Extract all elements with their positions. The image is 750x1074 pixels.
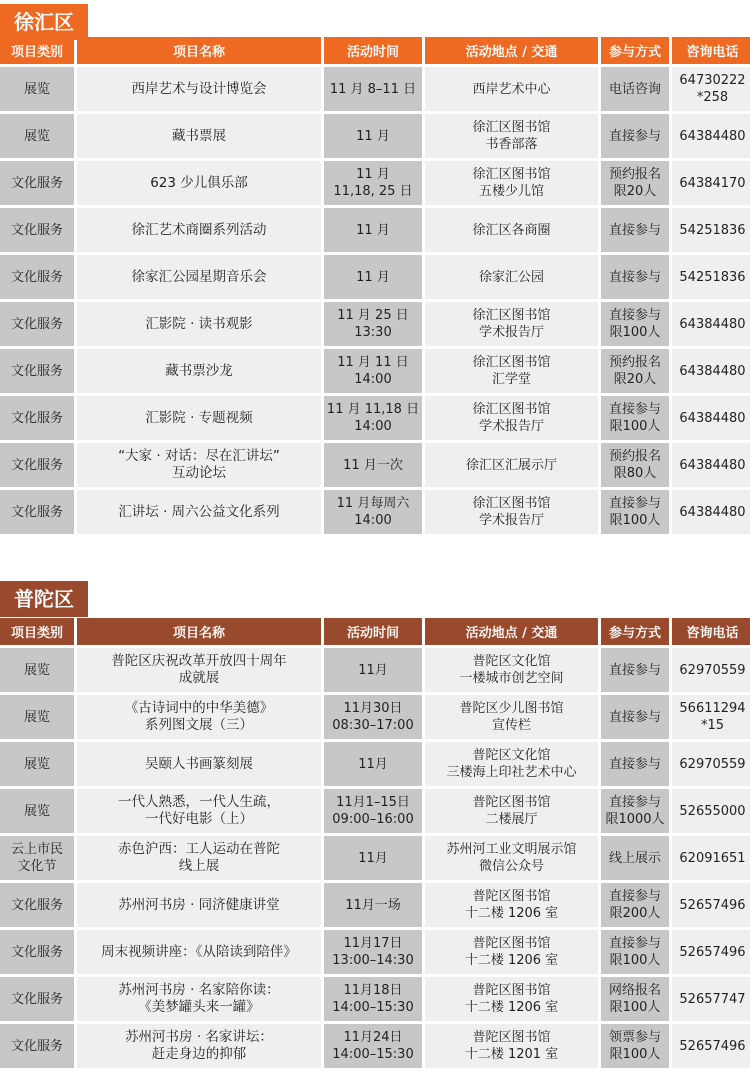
cell-place: 普陀区图书馆 十二楼 1201 室 — [425, 1024, 598, 1068]
cell-name: 普陀区庆祝改革开放四十周年 成就展 — [77, 648, 321, 692]
putuo-schedule-table — [0, 618, 750, 1068]
cell-type: 展览 — [0, 742, 74, 786]
putuo-district-tab: 普陀区 — [0, 581, 88, 617]
cell-name: 苏州河书房 · 名家讲坛： 赶走身边的抑郁 — [77, 1024, 321, 1068]
cell-place: 普陀区图书馆 十二楼 1206 室 — [425, 930, 598, 974]
cell-name: 一代人熟悉，一代人生疏， 一代好电影（上） — [77, 789, 321, 833]
cell-part: 预约报名 限80人 — [601, 443, 669, 487]
cell-type: 文化服务 — [0, 930, 74, 974]
cell-phone: 52657747 — [672, 977, 750, 1021]
cell-phone: 62091651 — [672, 836, 750, 880]
cell-time: 11 月 11 日 14:00 — [324, 349, 422, 393]
cell-part: 直接参与 — [601, 255, 669, 299]
cell-place: 徐汇区图书馆 汇学堂 — [425, 349, 598, 393]
cell-name: 徐汇艺术商圈系列活动 — [77, 208, 321, 252]
cell-phone: 64730222 *258 — [672, 67, 750, 111]
cell-part: 直接参与 限100人 — [601, 396, 669, 440]
cell-time: 11月 — [324, 836, 422, 880]
cell-place: 普陀区图书馆 十二楼 1206 室 — [425, 977, 598, 1021]
cell-part: 直接参与 限1000人 — [601, 789, 669, 833]
cell-place: 徐汇区图书馆 学术报告厅 — [425, 396, 598, 440]
cell-time: 11 月 11,18, 25 日 — [324, 161, 422, 205]
cell-part: 线上展示 — [601, 836, 669, 880]
cell-place: 徐汇区图书馆 学术报告厅 — [425, 302, 598, 346]
cell-time: 11月30日 08:30–17:00 — [324, 695, 422, 739]
cell-place: 徐汇区汇展示厅 — [425, 443, 598, 487]
cell-phone: 64384480 — [672, 349, 750, 393]
cell-phone: 52657496 — [672, 883, 750, 927]
cell-place: 普陀区文化馆 三楼海上印社艺术中心 — [425, 742, 598, 786]
cell-time: 11 月 11,18 日 14:00 — [324, 396, 422, 440]
cell-phone: 64384480 — [672, 443, 750, 487]
cell-name: 周末视频讲座：《从陪读到陪伴》 — [77, 930, 321, 974]
cell-type: 云上市民 文化节 — [0, 836, 74, 880]
cell-name: 汇影院 · 读书观影 — [77, 302, 321, 346]
name-header: 项目名称 — [77, 618, 321, 645]
cell-type: 文化服务 — [0, 255, 74, 299]
cell-time: 11月 — [324, 742, 422, 786]
cell-time: 11月 — [324, 648, 422, 692]
cell-phone: 54251836 — [672, 255, 750, 299]
cell-type: 文化服务 — [0, 443, 74, 487]
cell-type: 文化服务 — [0, 883, 74, 927]
cell-place: 徐汇区图书馆 五楼少儿馆 — [425, 161, 598, 205]
cell-time: 11 月 8–11 日 — [324, 67, 422, 111]
participation-header: 参与方式 — [601, 618, 669, 645]
cell-time: 11月18日 14:00–15:30 — [324, 977, 422, 1021]
cell-phone: 64384480 — [672, 490, 750, 534]
cell-name: 苏州河书房 · 名家陪你读： 《美梦罐头来一罐》 — [77, 977, 321, 1021]
cell-type: 文化服务 — [0, 208, 74, 252]
cell-type: 文化服务 — [0, 396, 74, 440]
location-header: 活动地点 / 交通 — [425, 618, 598, 645]
phone-header: 咨询电话 — [672, 618, 750, 645]
cell-time: 11月一场 — [324, 883, 422, 927]
cell-name: 赤色沪西：工人运动在普陀 线上展 — [77, 836, 321, 880]
cell-part: 直接参与 限100人 — [601, 490, 669, 534]
cell-time: 11 月一次 — [324, 443, 422, 487]
cell-phone: 64384480 — [672, 396, 750, 440]
category-header: 项目类别 — [0, 618, 74, 645]
cell-part: 领票参与 限100人 — [601, 1024, 669, 1068]
cell-time: 11月1–15日 09:00–16:00 — [324, 789, 422, 833]
cell-name: 汇讲坛 · 周六公益文化系列 — [77, 490, 321, 534]
cell-phone: 64384480 — [672, 302, 750, 346]
cell-part: 直接参与 — [601, 114, 669, 158]
cell-type: 文化服务 — [0, 490, 74, 534]
cell-part: 预约报名 限20人 — [601, 349, 669, 393]
cell-type: 文化服务 — [0, 349, 74, 393]
cell-name: 《古诗词中的中华美德》 系列图文展（三） — [77, 695, 321, 739]
cell-name: 藏书票沙龙 — [77, 349, 321, 393]
cell-phone: 52657496 — [672, 1024, 750, 1068]
cell-name: 西岸艺术与设计博览会 — [77, 67, 321, 111]
cell-name: 徐家汇公园星期音乐会 — [77, 255, 321, 299]
cell-type: 展览 — [0, 695, 74, 739]
cell-place: 徐汇区图书馆 书香部落 — [425, 114, 598, 158]
cell-type: 展览 — [0, 67, 74, 111]
cell-phone: 62970559 — [672, 742, 750, 786]
cell-part: 直接参与 限200人 — [601, 883, 669, 927]
cell-type: 展览 — [0, 114, 74, 158]
cell-part: 网络报名 限100人 — [601, 977, 669, 1021]
name-header: 项目名称 — [77, 37, 321, 64]
cell-part: 直接参与 限100人 — [601, 930, 669, 974]
cell-time: 11 月 — [324, 208, 422, 252]
cell-type: 文化服务 — [0, 1024, 74, 1068]
cell-time: 11 月 25 日 13:30 — [324, 302, 422, 346]
cell-part: 直接参与 — [601, 695, 669, 739]
cell-type: 文化服务 — [0, 302, 74, 346]
cell-phone: 62970559 — [672, 648, 750, 692]
xuhui-district-tab: 徐汇区 — [0, 4, 88, 40]
cell-part: 直接参与 限100人 — [601, 302, 669, 346]
time-header: 活动时间 — [324, 37, 422, 64]
cell-time: 11月17日 13:00–14:30 — [324, 930, 422, 974]
cell-name: 汇影院 · 专题视频 — [77, 396, 321, 440]
cell-place: 徐汇区图书馆 学术报告厅 — [425, 490, 598, 534]
cell-part: 直接参与 — [601, 742, 669, 786]
cell-name: 苏州河书房 · 同济健康讲堂 — [77, 883, 321, 927]
cell-phone: 52657496 — [672, 930, 750, 974]
cell-type: 展览 — [0, 648, 74, 692]
cell-name: 吴颐人书画篆刻展 — [77, 742, 321, 786]
cell-place: 普陀区图书馆 十二楼 1206 室 — [425, 883, 598, 927]
cell-type: 文化服务 — [0, 977, 74, 1021]
category-header: 项目类别 — [0, 37, 74, 64]
phone-header: 咨询电话 — [672, 37, 750, 64]
cell-name: 藏书票展 — [77, 114, 321, 158]
cell-part: 预约报名 限20人 — [601, 161, 669, 205]
cell-phone: 56611294 *15 — [672, 695, 750, 739]
cell-type: 文化服务 — [0, 161, 74, 205]
cell-place: 普陀区图书馆 二楼展厅 — [425, 789, 598, 833]
cell-time: 11 月 — [324, 255, 422, 299]
cell-place: 普陀区文化馆 一楼城市创艺空间 — [425, 648, 598, 692]
xuhui-schedule-table — [0, 37, 750, 534]
location-header: 活动地点 / 交通 — [425, 37, 598, 64]
cell-phone: 52655000 — [672, 789, 750, 833]
cell-phone: 64384170 — [672, 161, 750, 205]
cell-part: 直接参与 — [601, 648, 669, 692]
time-header: 活动时间 — [324, 618, 422, 645]
cell-name: 623 少儿俱乐部 — [77, 161, 321, 205]
cell-place: 徐汇区各商圈 — [425, 208, 598, 252]
cell-part: 直接参与 — [601, 208, 669, 252]
cell-place: 西岸艺术中心 — [425, 67, 598, 111]
cell-phone: 64384480 — [672, 114, 750, 158]
cell-time: 11月24日 14:00–15:30 — [324, 1024, 422, 1068]
cell-place: 徐家汇公园 — [425, 255, 598, 299]
cell-place: 普陀区少儿图书馆 宣传栏 — [425, 695, 598, 739]
participation-header: 参与方式 — [601, 37, 669, 64]
cell-name: “大家 · 对话：尽在汇讲坛” 互动论坛 — [77, 443, 321, 487]
cell-time: 11 月 — [324, 114, 422, 158]
cell-part: 电话咨询 — [601, 67, 669, 111]
cell-type: 展览 — [0, 789, 74, 833]
cell-place: 苏州河工业文明展示馆 微信公众号 — [425, 836, 598, 880]
cell-time: 11 月每周六 14:00 — [324, 490, 422, 534]
cell-phone: 54251836 — [672, 208, 750, 252]
